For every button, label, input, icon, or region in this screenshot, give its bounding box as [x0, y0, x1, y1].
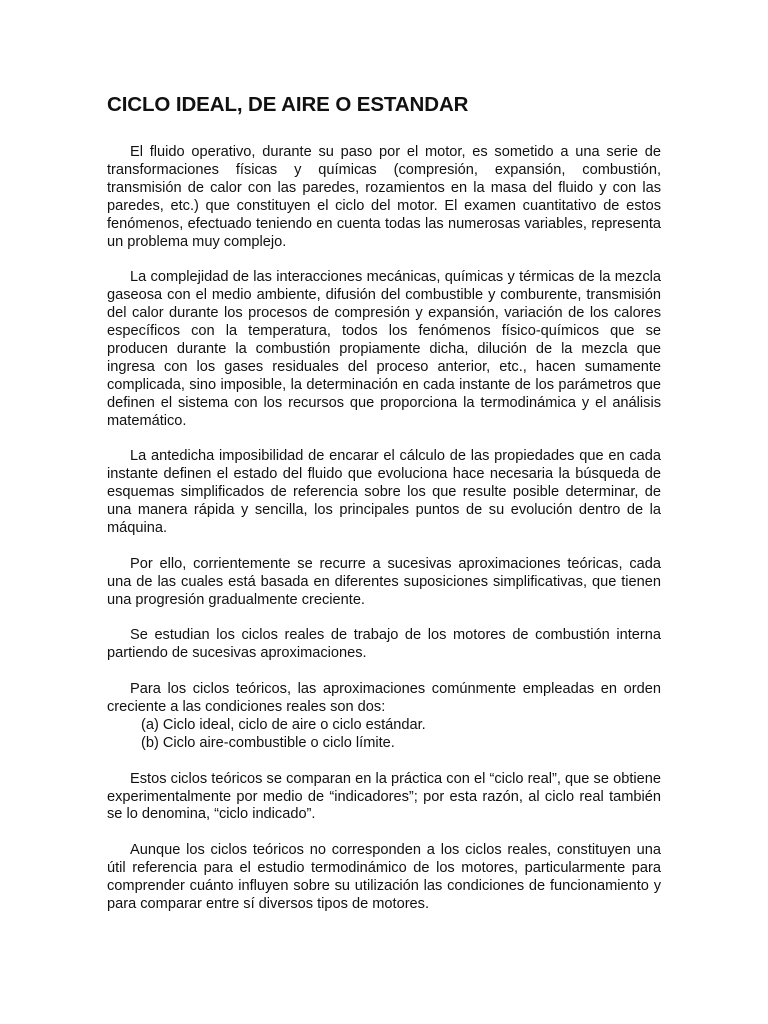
paragraph-complejidad: La complejidad de las interacciones mecánicas, químicas y térmicas de la mezcla gaseosa con el medio ambiente, difusión del combustible y comburente, transmisión del calor durante los procesos de compresión y expansión, variación de los calores específicos con la temperatura, todos los fenómenos físico-químicos que se producen durante la combustión propiamente dicha, dilución de la mezcla que ingresa con los gases residuales del proceso anterior, etc., hacen sumamente complicada, sino imposible, la determinación en cada instante de los parámetros que definen el sistema con los recursos que proporciona la termodinámica y el análisis matemático.: [107, 269, 661, 429]
paragraph-referencia-termodinamica: Aunque los ciclos teóricos no corresponden a los ciclos reales, constituyen una útil referencia para el estudio termodinámico de los motores, particularmente para comprender cuánto influyen sobre su utilización las condiciones de funcionamiento y para comparar entre sí diversos tipos de motores.: [107, 842, 661, 912]
document-title: CICLO IDEAL, DE AIRE O ESTANDAR: [107, 93, 469, 116]
paragraph-ciclos-reales: Se estudian los ciclos reales de trabajo de los motores de combustión interna partiendo de sucesivas aproximaciones.: [107, 627, 661, 662]
paragraph-fluido-operativo: El fluido operativo, durante su paso por el motor, es sometido a una serie de transformaciones físicas y químicas (compresión, expansión, combustión, transmisión de calor con las paredes, rozamientos en la masa del fluido y con las paredes, etc.) que constituyen el ciclo del motor. El examen cuantitativo de estos fenómenos, efectuado teniendo en cuenta todas las numerosas variables, representa un problema muy complejo.: [107, 144, 661, 250]
paragraph-ciclo-real: Estos ciclos teóricos se comparan en la práctica con el “ciclo real”, que se obtiene experimentalmente por medio de “indicadores”; por esta razón, al ciclo real también se lo denomina, “ciclo indicado”.: [107, 770, 661, 823]
paragraph-aproximaciones-teoricas: Por ello, corrientemente se recurre a sucesivas aproximaciones teóricas, cada una de las cuales está basada en diferentes suposiciones simplificativas, que tienen una progresión gradualmente creciente.: [107, 555, 661, 608]
list-item: (b) Ciclo aire-combustible o ciclo límite.: [141, 734, 395, 751]
paragraph-ciclos-teoricos: Para los ciclos teóricos, las aproximaciones comúnmente empleadas en orden creciente a las condiciones reales son dos:: [107, 681, 661, 716]
list-item: (a) Ciclo ideal, ciclo de aire o ciclo estándar.: [141, 716, 426, 733]
cycle-approximations-list: [107, 717, 661, 753]
document-page: [107, 90, 661, 932]
paragraph-antedicha-imposibilidad: La antedicha imposibilidad de encarar el cálculo de las propiedades que en cada instante definen el estado del fluido que evoluciona hace necesaria la búsqueda de esquemas simplificados de referencia sobre los que resulte posible determinar, de una manera rápida y sencilla, los principales puntos de su evolución dentro de la máquina.: [107, 448, 661, 536]
